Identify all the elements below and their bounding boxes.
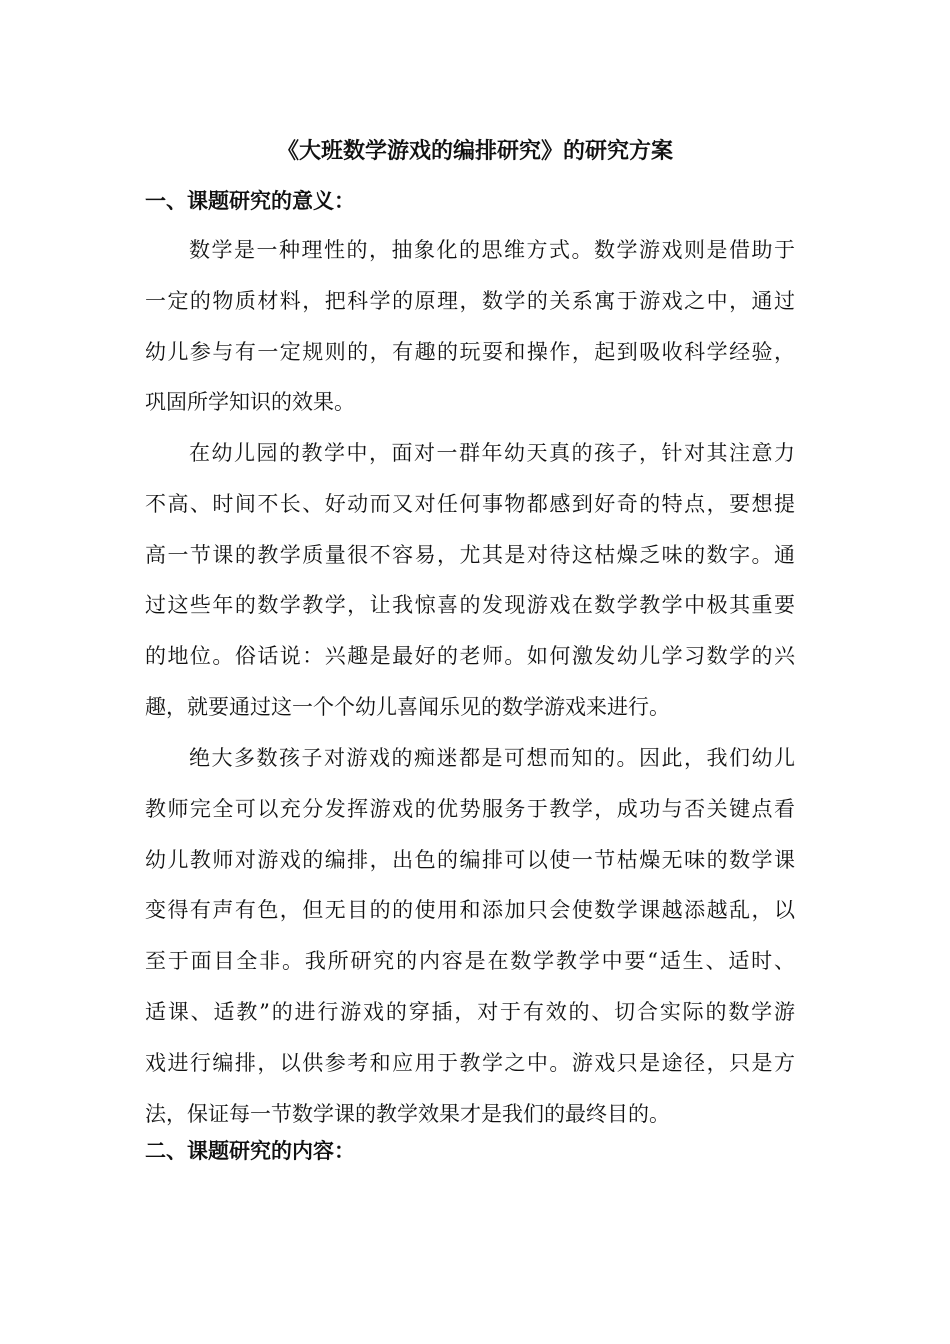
paragraph-line: 适课、适教”的进行游戏的穿插，对于有效的、切合实际的数学游 bbox=[145, 999, 795, 1024]
document-title: 《大班数学游戏的编排研究》的研究方案 bbox=[276, 138, 673, 164]
paragraph-line: 一定的物质材料，把科学的原理，数学的关系寓于游戏之中，通过 bbox=[145, 288, 795, 313]
paragraph-line: 变得有声有色，但无目的的使用和添加只会使数学课越添越乱，以 bbox=[145, 898, 795, 923]
paragraph-line: 的地位。俗话说：兴趣是最好的老师。如何激发幼儿学习数学的兴 bbox=[145, 644, 795, 669]
paragraph-line: 教师完全可以充分发挥游戏的优势服务于教学，成功与否关键点看 bbox=[145, 796, 795, 821]
paragraph-line: 在幼儿园的教学中，面对一群年幼天真的孩子，针对其注意力 bbox=[189, 441, 795, 465]
paragraph-line: 法，保证每一节数学课的教学效果才是我们的最终目的。 bbox=[145, 1101, 670, 1126]
paragraph-line: 戏进行编排，以供参考和应用于教学之中。游戏只是途径，只是方 bbox=[145, 1050, 795, 1075]
paragraph-line: 幼儿参与有一定规则的，有趣的玩耍和操作，起到吸收科学经验， bbox=[145, 339, 795, 364]
paragraph-line: 数学是一种理性的，抽象化的思维方式。数学游戏则是借助于 bbox=[189, 238, 795, 262]
paragraph-line: 趣，就要通过这一个个幼儿喜闻乐见的数学游戏来进行。 bbox=[145, 694, 670, 719]
paragraph-line: 高一节课的教学质量很不容易，尤其是对待这枯燥乏味的数字。通 bbox=[145, 542, 795, 567]
paragraph-line: 过这些年的数学教学，让我惊喜的发现游戏在数学教学中极其重要 bbox=[145, 593, 795, 618]
paragraph-1 bbox=[145, 225, 795, 428]
paragraph-line: 至于面目全非。我所研究的内容是在数学教学中要“适生、适时、 bbox=[145, 949, 795, 974]
paragraph-line: 巩固所学知识的效果。 bbox=[145, 390, 355, 415]
paragraph-line: 幼儿教师对游戏的编排，出色的编排可以使一节枯燥无味的数学课 bbox=[145, 847, 795, 872]
section-heading-content: 二、课题研究的内容： bbox=[145, 1138, 355, 1163]
paragraph-line: 不高、时间不长、好动而又对任何事物都感到好奇的特点，要想提 bbox=[145, 491, 795, 516]
paragraph-line: 绝大多数孩子对游戏的痴迷都是可想而知的。因此，我们幼儿 bbox=[189, 746, 795, 770]
section-heading-significance: 一、课题研究的意义： bbox=[145, 188, 355, 213]
paragraph-3 bbox=[145, 733, 795, 1139]
paragraph-2 bbox=[145, 428, 795, 733]
